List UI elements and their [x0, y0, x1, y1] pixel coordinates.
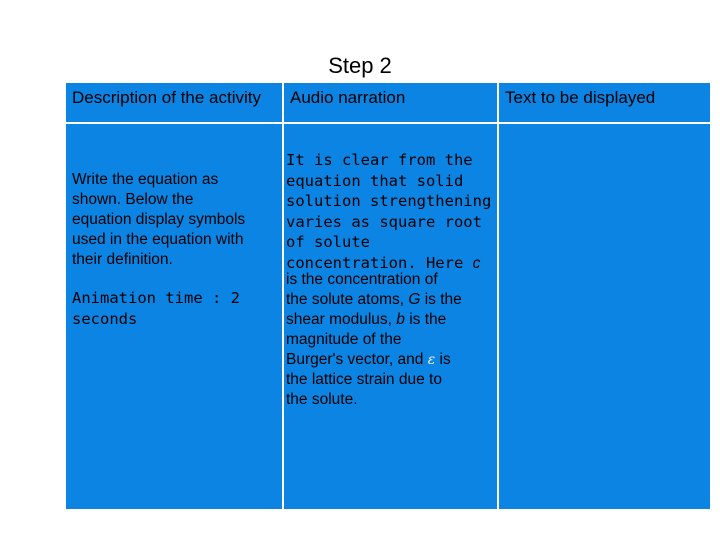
activity-table — [66, 83, 710, 509]
narration-line: is the concentration of — [286, 271, 438, 288]
variable-epsilon: ε — [427, 352, 436, 368]
narration-text: is the — [420, 291, 462, 308]
description-line: equation display symbols — [72, 211, 246, 228]
animation-time-line: seconds — [72, 309, 138, 328]
narration-line — [286, 350, 496, 370]
slide-title: Step 2 — [328, 53, 392, 78]
narration-intro — [286, 150, 501, 274]
header-audio-narration: Audio narration — [284, 83, 497, 122]
animation-time — [72, 288, 282, 329]
description-line: used in the equation with — [72, 231, 244, 248]
description-line: shown. Below the — [72, 191, 194, 208]
narration-definitions — [286, 270, 496, 410]
description-line: their definition. — [72, 251, 173, 268]
narration-line: magnitude of the — [286, 331, 402, 348]
narration-line — [286, 310, 496, 330]
narration-line: varies as square root — [286, 212, 482, 231]
display-text-cell — [499, 124, 710, 509]
narration-text: is — [435, 351, 451, 368]
narration-line — [286, 290, 496, 310]
narration-line: equation that solid — [286, 171, 464, 190]
narration-text: Burger's vector, and — [286, 351, 428, 368]
variable-c: c — [472, 254, 481, 272]
narration-line: of solute — [286, 233, 370, 251]
header-text-to-display: Text to be displayed — [499, 83, 710, 122]
variable-b: b — [396, 311, 405, 328]
narration-line: solution strengthening — [286, 192, 492, 210]
description-line: Write the equation as — [72, 171, 219, 188]
variable-g: G — [408, 291, 421, 308]
narration-text: is the — [404, 311, 447, 328]
narration-text: the solute atoms, — [286, 291, 409, 308]
activity-description — [72, 170, 282, 270]
narration-line: the solute. — [286, 391, 358, 408]
narration-text: concentration. Here — [286, 253, 473, 272]
narration-text: shear modulus, — [286, 311, 397, 328]
animation-time-line: Animation time : 2 — [72, 289, 240, 307]
narration-line: It is clear from the — [286, 151, 473, 169]
narration-line: the lattice strain due to — [286, 371, 442, 388]
header-description: Description of the activity — [66, 83, 282, 122]
